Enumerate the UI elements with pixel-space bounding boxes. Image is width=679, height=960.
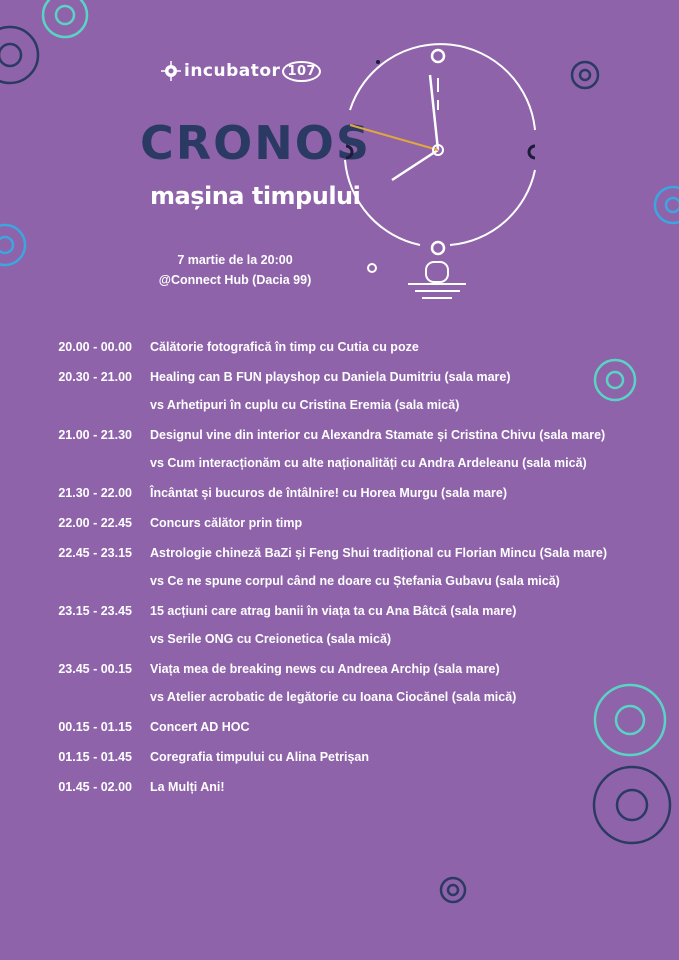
schedule-row: [30, 513, 650, 533]
schedule-acts: [150, 659, 650, 707]
schedule-row: [30, 601, 650, 649]
schedule-time: 01.45 - 02.00: [58, 780, 132, 794]
schedule-time: 20.00 - 00.00: [58, 340, 132, 354]
schedule-act: Astrologie chineză BaZi și Feng Shui tradițional cu Florian Mincu (Sala mare): [150, 546, 608, 560]
logo-number: 107: [282, 61, 321, 82]
schedule-row: [30, 777, 650, 797]
schedule-acts: [150, 601, 650, 649]
schedule-row: [30, 543, 650, 591]
schedule-row: [30, 367, 650, 415]
schedule-time: 21.30 - 22.00: [58, 486, 132, 500]
schedule-time: 21.00 - 21.30: [58, 428, 132, 442]
schedule-time: 01.15 - 01.45: [58, 750, 132, 764]
schedule-row: [30, 747, 650, 767]
gear-icon: [565, 55, 605, 95]
schedule-act: Concert AD HOC: [150, 720, 250, 734]
event-info: [150, 250, 320, 290]
page-title: CRONOS: [140, 116, 372, 170]
schedule-acts: [150, 717, 650, 737]
schedule-acts: [150, 367, 650, 415]
schedule-acts: [150, 747, 650, 767]
schedule-acts: [150, 543, 650, 591]
event-date: 7 martie de la 20:00: [177, 253, 293, 267]
schedule-row: [30, 717, 650, 737]
schedule-acts: [150, 425, 650, 473]
gear-icon: [435, 872, 471, 908]
schedule-time: 23.45 - 00.15: [58, 662, 132, 676]
schedule-time: 22.45 - 23.15: [58, 546, 132, 560]
schedule-act: Healing can B FUN playshop cu Daniela Dumitriu (sala mare): [150, 370, 511, 384]
gear-icon: [645, 175, 679, 235]
schedule-act: Viața mea de breaking news cu Andreea Archip (sala mare): [150, 662, 500, 676]
gear-icon: [0, 200, 50, 290]
schedule-time: 22.00 - 22.45: [58, 516, 132, 530]
schedule-row: [30, 425, 650, 473]
robot-icon: [160, 60, 182, 82]
schedule-act: vs Atelier acrobatic de legătorie cu Ioana Ciocănel (sala mică): [150, 690, 517, 704]
schedule-row: [30, 483, 650, 503]
schedule-time: 20.30 - 21.00: [58, 370, 132, 384]
schedule-act: La Mulți Ani!: [150, 780, 225, 794]
schedule-act: Încântat și bucuros de întâlnire! cu Horea Murgu (sala mare): [150, 486, 508, 500]
schedule-time: 23.15 - 23.45: [58, 604, 132, 618]
schedule-act: vs Serile ONG cu Creionetica (sala mică): [150, 632, 392, 646]
schedule-act: vs Cum interacționăm cu alte naționalități cu Andra Ardeleanu (sala mică): [150, 456, 587, 470]
schedule-act: 15 acțiuni care atrag banii în viața ta cu Ana Bâtcă (sala mare): [150, 604, 517, 618]
schedule-list: [30, 337, 650, 807]
schedule-act: vs Arhetipuri în cuplu cu Cristina Eremia (sala mică): [150, 398, 460, 412]
schedule-row: [30, 659, 650, 707]
schedule-row: [30, 337, 650, 357]
gear-icon: [0, 0, 110, 120]
logo-text: incubator: [184, 61, 281, 81]
schedule-act: vs Ce ne spune corpul când ne doare cu Ștefania Gubavu (sala mică): [150, 574, 560, 588]
schedule-acts: [150, 777, 650, 797]
event-venue: @Connect Hub (Dacia 99): [158, 273, 312, 287]
schedule-time: 00.15 - 01.15: [58, 720, 132, 734]
schedule-act: Călătorie fotografică în timp cu Cutia cu poze: [150, 340, 419, 354]
logo: [160, 60, 321, 82]
schedule-acts: [150, 513, 650, 533]
clock-icon: [330, 40, 560, 310]
schedule-act: Designul vine din interior cu Alexandra Stamate și Cristina Chivu (sala mare): [150, 428, 606, 442]
schedule-act: Concurs călător prin timp: [150, 516, 303, 530]
page-subtitle: mașina timpului: [150, 182, 361, 210]
schedule-act: Coregrafia timpului cu Alina Petrișan: [150, 750, 370, 764]
schedule-acts: [150, 337, 650, 357]
schedule-acts: [150, 483, 650, 503]
